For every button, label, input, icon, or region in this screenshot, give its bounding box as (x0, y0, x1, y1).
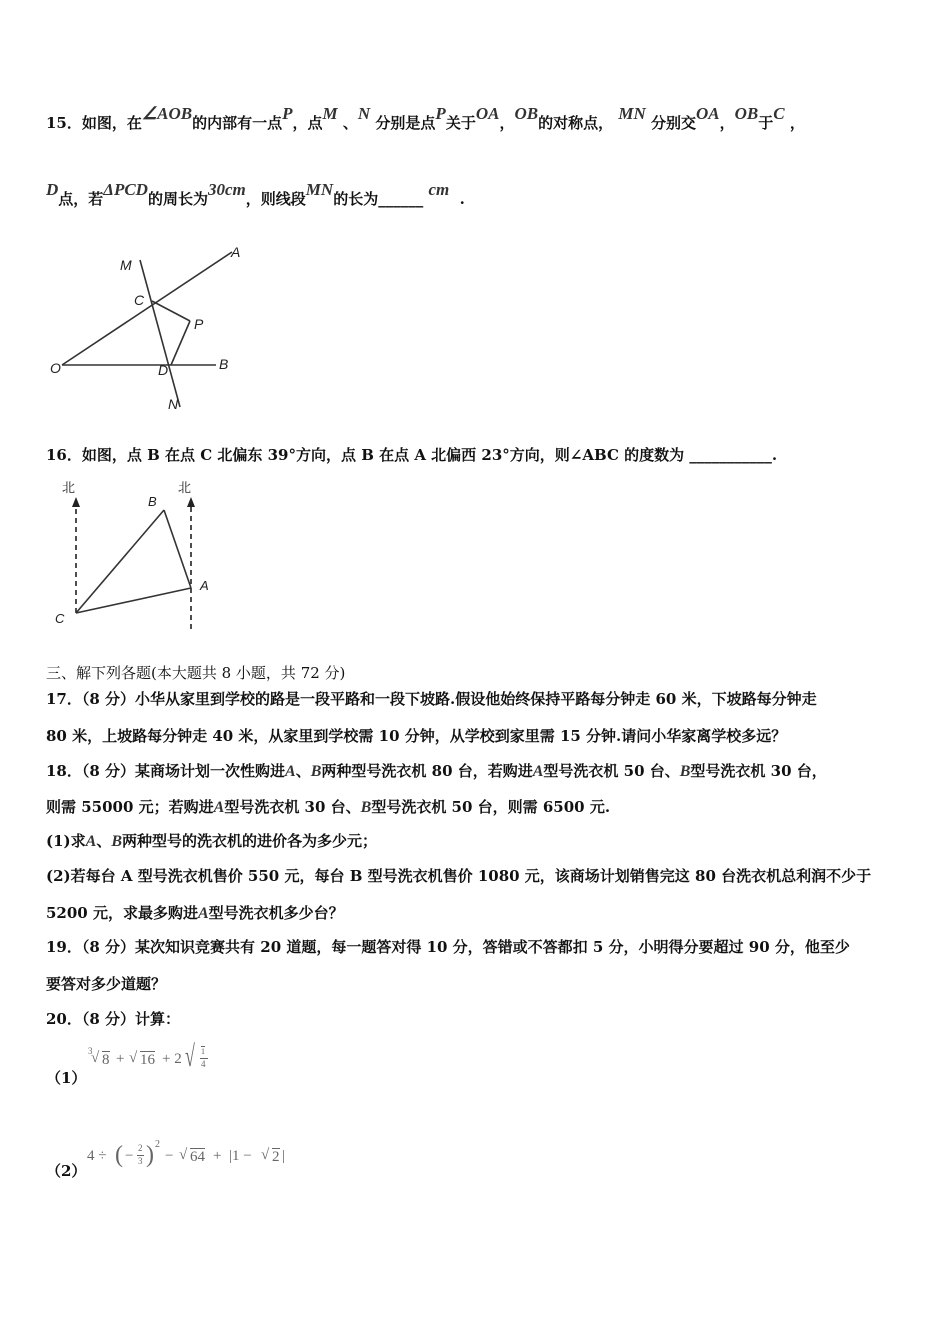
north-arrow-a (187, 497, 195, 507)
q18-sub2-cont: 5200 元，求最多购进A型号洗衣机多少台？ (46, 904, 344, 922)
segment-ba (164, 510, 191, 588)
label-o: O (50, 360, 61, 376)
figure-2-bearing (40, 473, 220, 635)
q15-line2: D点，若ΔPCD的周长为30cm，则线段MN的长为______ cm . (46, 180, 465, 208)
label-a: A (231, 244, 241, 260)
q20-heading: 20．（8 分）计算： (46, 1010, 181, 1028)
label-n: N (168, 396, 179, 412)
q20-formula-1: 3 √ 8 + √ 16 + 2 √ 1 4 (88, 1046, 228, 1086)
figure-1-geometry (40, 235, 260, 415)
q20-part2-label: （2） (46, 1162, 87, 1180)
label-d: D (158, 362, 169, 378)
math-angle-aob: ∠AOB (141, 104, 193, 123)
q17-line2: 80 米，上坡路每分钟走 40 米，从家里到学校需 10 分钟，从学校到家里需 15 分钟.请问小华家离学校多远？ (46, 727, 787, 745)
north-arrow-c (72, 497, 80, 507)
q18-line1: 18．（8 分）某商场计划一次性购进A、B两种型号洗衣机 80 台，若购进A型号洗衣机 50 台、B型号洗衣机 30 台， (46, 762, 827, 780)
label-c: C (134, 292, 145, 308)
q19-line2: 要答对多少道题？ (46, 975, 167, 993)
segment-cp (152, 301, 190, 321)
q19-line1: 19．（8 分）某次知识竞赛共有 20 道题，每一题答对得 10 分，答错或不答都扣 5 分，小明得分要超过 90 分，他至少 (46, 938, 850, 956)
q20-part1-label: （1） (46, 1069, 87, 1087)
label-a: A (200, 578, 209, 593)
section-3-heading: 三、解下列各题(本大题共 8 小题，共 72 分) (46, 664, 346, 682)
segment-pd (171, 321, 190, 365)
q20-formula-2: 4 ÷ ( − 2 3 ) 2 − √ 64 + |1 − √ 2 | (87, 1139, 286, 1168)
label-b: B (148, 494, 157, 509)
ray-oa (62, 252, 232, 365)
q18-sub1: (1)求A、B两种型号的洗衣机的进价各为多少元； (46, 832, 378, 850)
label-p: P (194, 316, 204, 332)
north-label-1: 北 (62, 480, 76, 495)
north-label-2: 北 (178, 480, 192, 495)
q16-line: 16．如图，点 B 在点 C 北偏东 39°方向，点 B 在点 A 北偏西 23°方向，则∠ABC 的度数为 ___________. (46, 446, 778, 464)
q17-line1: 17．（8 分）小华从家里到学校的路是一段平路和一段下坡路.假设他始终保持平路每分钟走 60 米，下坡路每分钟走 (46, 690, 817, 708)
q15-line1: 15．如图，在∠AOB的内部有一点P，点M 、N 分别是点P关于OA，OB的对称点， MN 分别交OA，OB于C ， (46, 104, 805, 132)
label-m: M (120, 257, 132, 273)
label-b: B (219, 356, 229, 372)
line-mn (140, 260, 180, 407)
q18-line2: 则需 55000 元；若购进A型号洗衣机 30 台、B型号洗衣机 50 台，则需 6500 元. (46, 798, 611, 816)
label-c: C (55, 611, 65, 626)
q18-sub2: (2)若每台 A 型号洗衣机售价 550 元，每台 B 型号洗衣机售价 1080 元，该商场计划销售完这 80 台洗衣机总利润不少于 (46, 867, 872, 885)
